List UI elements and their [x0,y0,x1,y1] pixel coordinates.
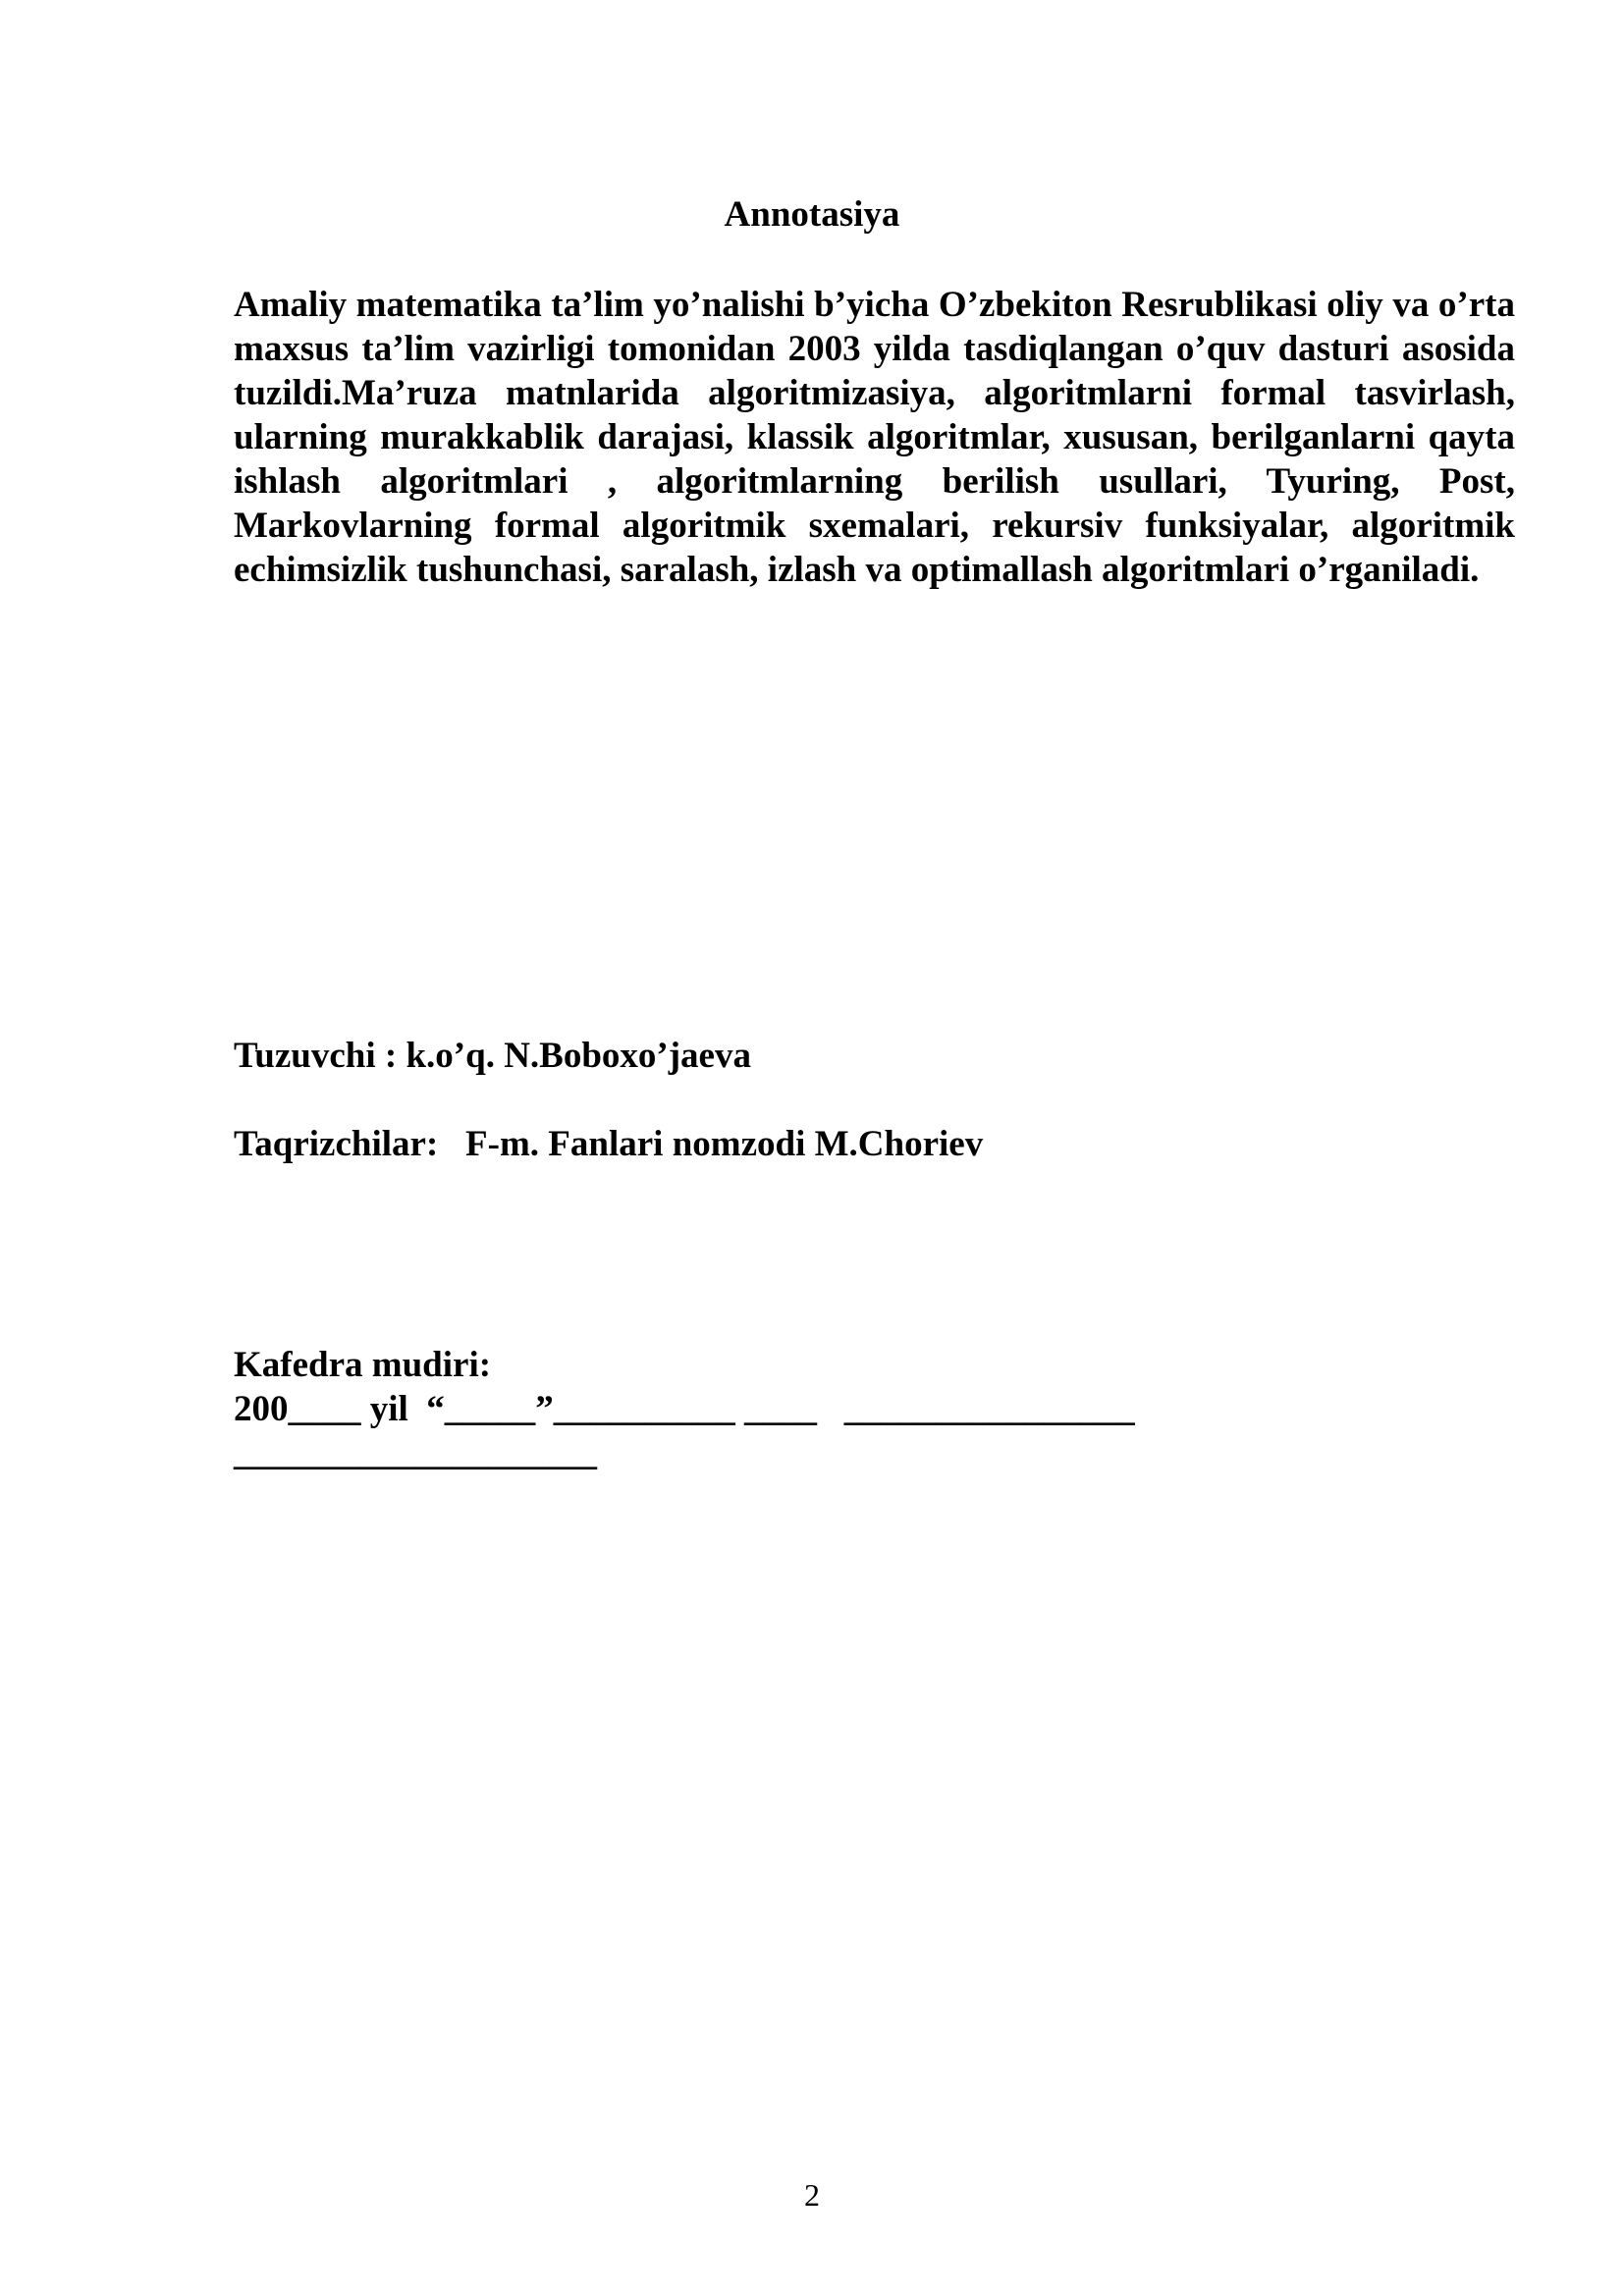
department-head-label: Kafedra mudiri: [234,1345,492,1385]
abstract-paragraph: Amaliy matematika ta’lim yo’nalishi b’yicha O’zbekiton Resrublikasi oliy va o’rta maxsus ta’lim vazirligi tomonidan 2003 yilda tasdiqlangan o’quv dasturi asosida tuzildi.Ma’ruza matnlarida algoritmizasiya, algoritmlarni formal tasvirlash, ularning murakkablik darajasi, klassik algoritmlar, xususan, berilganlarni qayta ishlash algoritmlari , algoritmlarning berilish usullari, Tyuring, Post, Markovlarning formal algoritmik sxemalari, rekursiv funksiyalar, algoritmik echimsizlik tushunchasi, saralash, izlash va optimallash algoritmlari o’rganiladi. [234,285,1515,590]
date-signature-line: 200____ yil “_____”__________ ____ ________________ [234,1389,1135,1429]
compiler-line: Tuzuvchi : k.o’q. N.Boboxo’jaeva [234,1036,751,1076]
page-number: 2 [804,2177,820,2213]
document-title: Annotasiya [724,194,900,235]
signature-line: ____________________ [234,1433,597,1473]
reviewers-line: Taqrizchilar: F-m. Fanlari nomzodi M.Choriev [234,1124,984,1164]
